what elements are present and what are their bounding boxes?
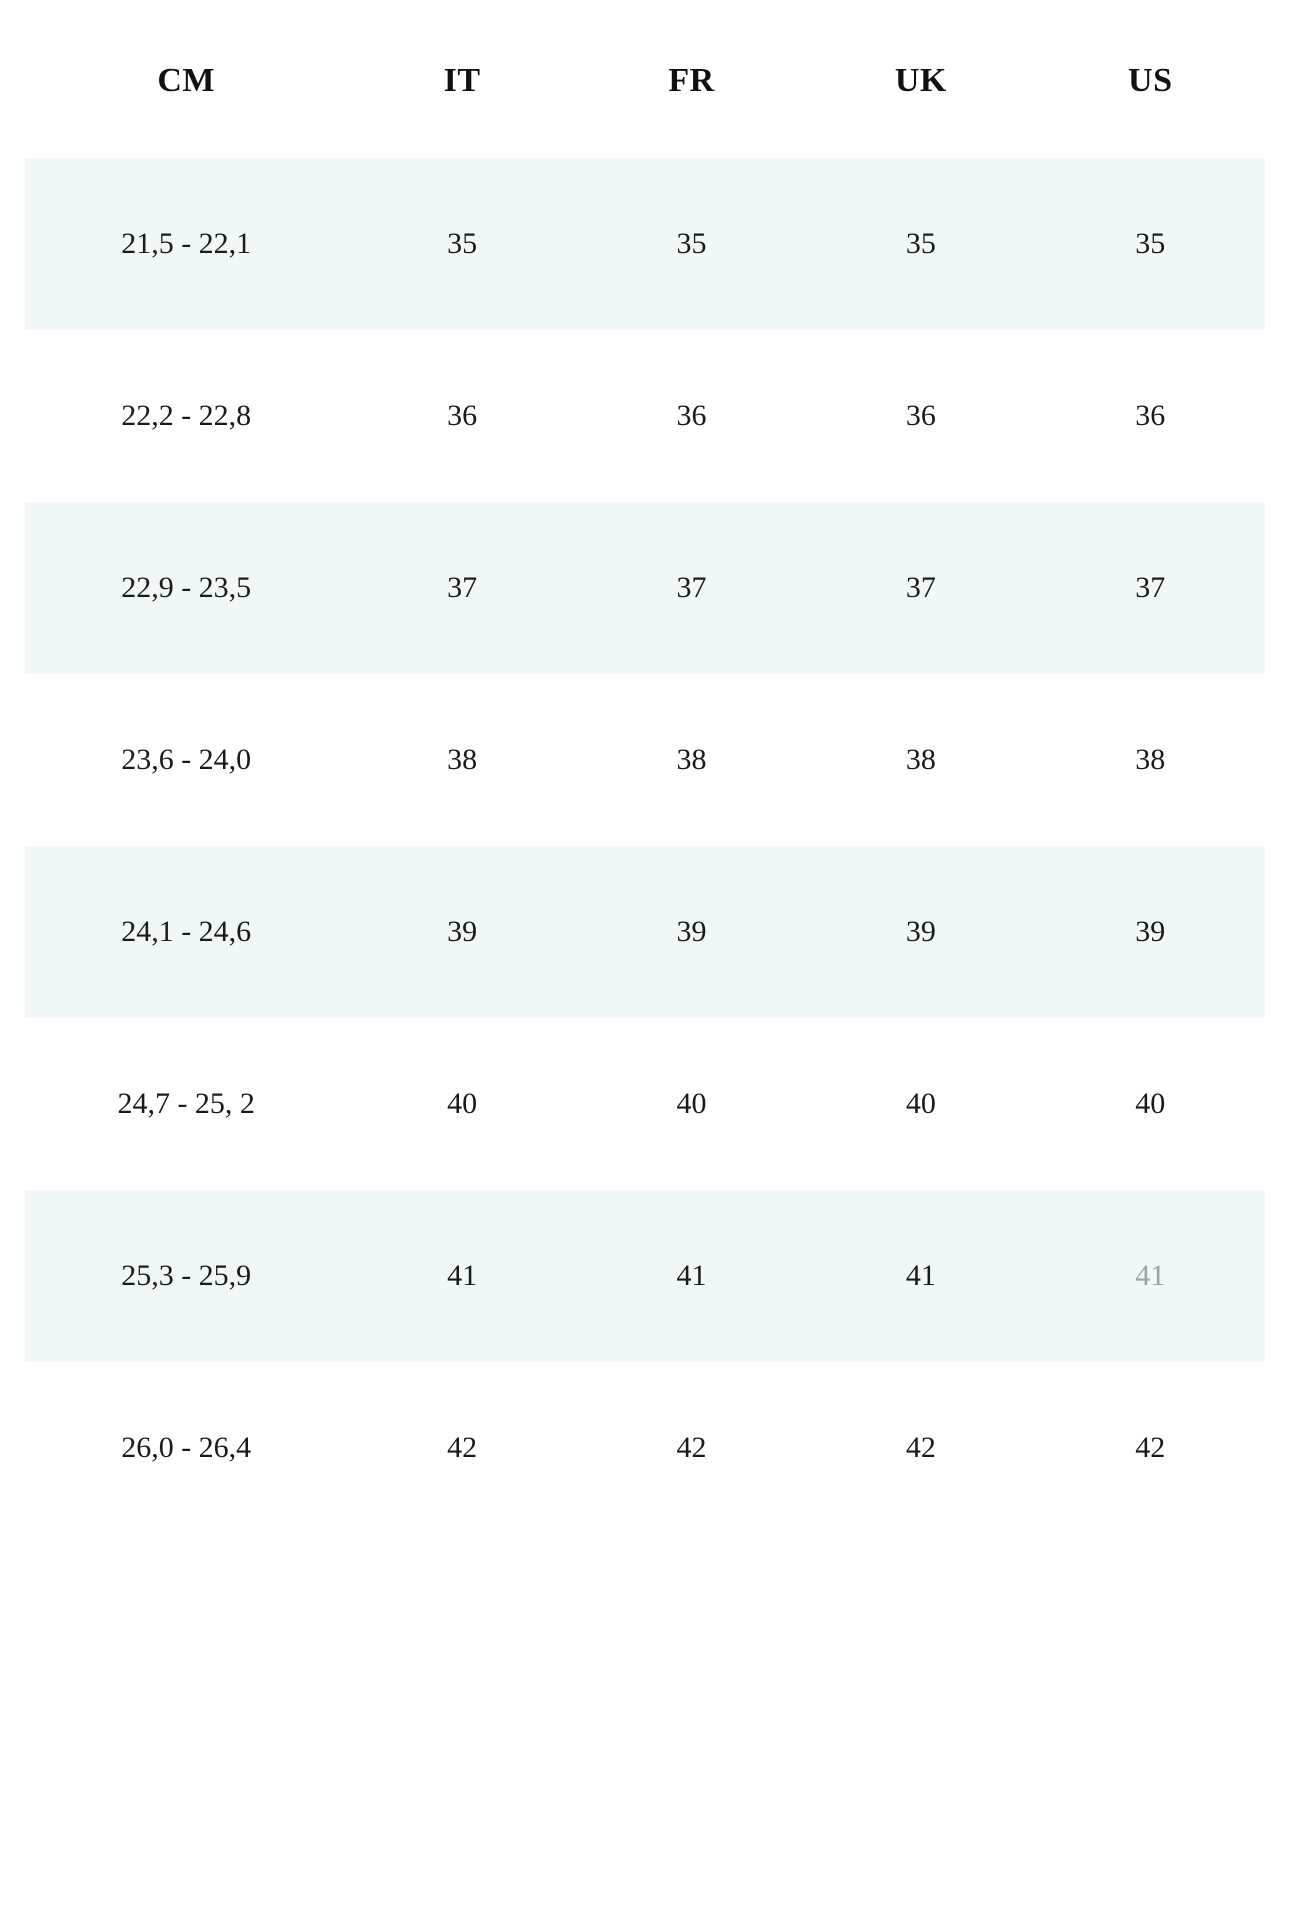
cell-it: 42 [447,1431,478,1465]
cell-fr: 38 [676,743,707,777]
cell-fr: 39 [577,846,806,1018]
cell-cm: 25,3 - 25,9 [25,1190,347,1362]
column-header-fr: FR [668,62,715,99]
cell-uk: 42 [905,1431,936,1465]
column-header-cm: CM [157,62,216,99]
column-header-uk: UK [894,62,947,99]
cell-fr: 35 [577,158,806,330]
table-row [25,1018,1265,1190]
cell-fr: 40 [676,1087,707,1121]
cell-cm: 26,0 - 26,4 [121,1430,252,1464]
table-header [25,62,1265,158]
table-row [25,674,1265,846]
cell-uk: 36 [905,399,936,433]
table-header-row [25,62,1265,158]
table-row [25,1362,1265,1534]
cell-us: 38 [1135,743,1166,777]
cell-cm: 22,2 - 22,8 [121,398,252,432]
cell-us: 40 [1135,1087,1166,1121]
cell-fr: 36 [676,399,707,433]
cell-it: 39 [347,846,576,1018]
size-chart-page [0,62,1290,1930]
cell-uk: 39 [806,846,1035,1018]
table-row [25,330,1265,502]
cell-us: 37 [1036,502,1265,674]
cell-cm: 23,6 - 24,0 [121,742,252,776]
cell-uk: 35 [806,158,1035,330]
cell-us: 36 [1135,399,1166,433]
cell-cm: 24,7 - 25, 2 [117,1086,255,1120]
cell-cm: 21,5 - 22,1 [25,158,347,330]
cell-it: 37 [347,502,576,674]
column-header-us: US [1128,62,1173,99]
table-row [25,1190,1265,1362]
cell-it: 35 [347,158,576,330]
cell-us: 42 [1135,1431,1166,1465]
shoe-size-conversion-table [25,62,1265,1534]
cell-it: 40 [447,1087,478,1121]
table-row [25,846,1265,1018]
cell-it: 36 [447,399,478,433]
cell-us: 39 [1036,846,1265,1018]
cell-fr: 42 [676,1431,707,1465]
cell-it: 41 [347,1190,576,1362]
table-body [25,158,1265,1534]
cell-us: 35 [1036,158,1265,330]
cell-us: 41 [1036,1190,1265,1362]
table-row [25,158,1265,330]
cell-fr: 37 [577,502,806,674]
cell-uk: 40 [905,1087,936,1121]
cell-uk: 38 [905,743,936,777]
cell-cm: 24,1 - 24,6 [25,846,347,1018]
cell-uk: 41 [806,1190,1035,1362]
cell-uk: 37 [806,502,1035,674]
cell-cm: 22,9 - 23,5 [25,502,347,674]
cell-it: 38 [447,743,478,777]
table-row [25,502,1265,674]
column-header-it: IT [443,62,481,99]
cell-fr: 41 [577,1190,806,1362]
